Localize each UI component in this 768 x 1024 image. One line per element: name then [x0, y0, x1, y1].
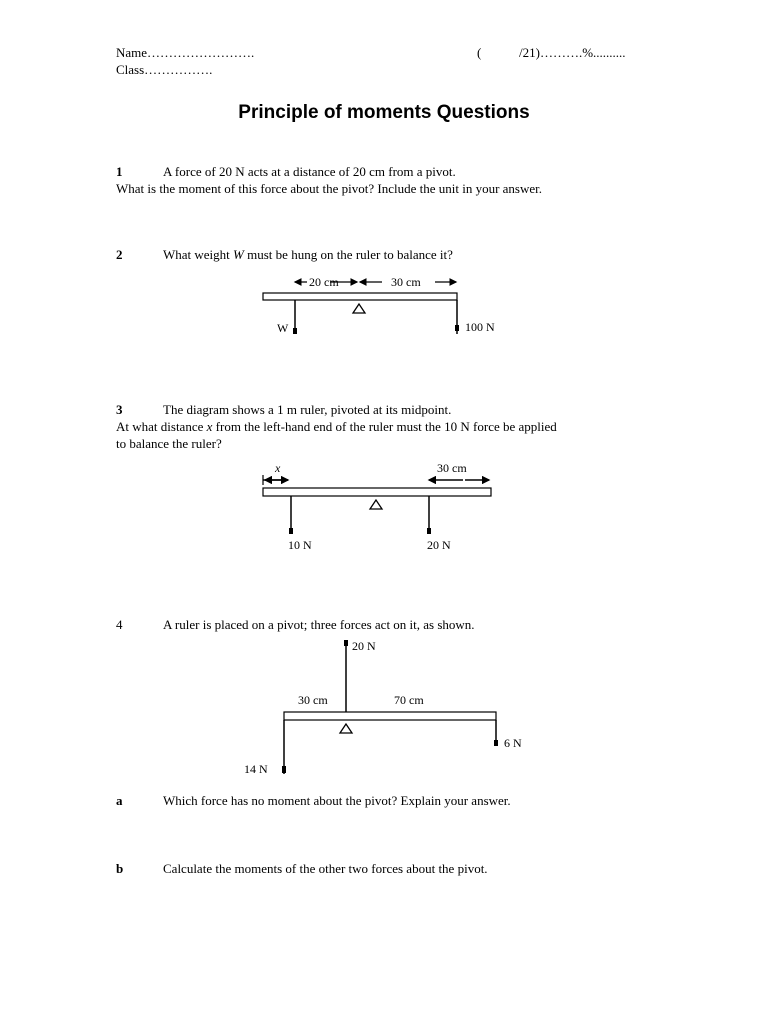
question-2-text-before: What weight — [163, 247, 234, 262]
question-2-variable: W — [233, 247, 244, 262]
q2-dist-right: 30 cm — [391, 275, 421, 289]
q4-force-left-tip — [282, 766, 286, 773]
question-3-line-1: The diagram shows a 1 m ruler, pivoted at its midpoint. — [163, 402, 452, 417]
q4-dist-right: 70 cm — [394, 693, 424, 707]
q3-ruler — [263, 488, 491, 496]
q3-force-left-label: 10 N — [288, 538, 312, 552]
q3-pivot — [370, 500, 382, 509]
q3-dist-right: 30 cm — [437, 461, 467, 475]
question-4b-text: Calculate the moments of the other two forces about the pivot. — [163, 861, 488, 876]
name-line: Name……………………. — [116, 45, 255, 60]
q4-pivot — [340, 724, 352, 733]
q4-ruler — [284, 712, 496, 720]
q4-force-top-tip — [344, 640, 348, 646]
question-3-line-2-after: from the left-hand end of the ruler must the 10 N force be applied — [212, 419, 557, 434]
question-3-diagram — [255, 458, 500, 554]
q4-dist-left: 30 cm — [298, 693, 328, 707]
question-4-number: 4 — [116, 617, 123, 632]
question-4-diagram — [240, 636, 530, 778]
question-4b-label: b — [116, 861, 124, 876]
question-2-number: 2 — [116, 247, 123, 262]
q4-force-top-label: 20 N — [352, 639, 376, 653]
q3-force-right-label: 20 N — [427, 538, 451, 552]
question-4-line-1: A ruler is placed on a pivot; three forces act on it, as shown. — [163, 617, 475, 632]
question-3-number: 3 — [116, 402, 123, 417]
q2-force-left-label: W — [277, 321, 289, 335]
question-2-text — [163, 246, 453, 263]
question-1-line-1: A force of 20 N acts at a distance of 20 cm from a pivot. — [163, 164, 456, 179]
q2-force-right-label: 100 N — [465, 320, 495, 334]
question-1-number: 1 — [116, 164, 123, 179]
question-3-line-3: to balance the ruler? — [116, 436, 222, 451]
score-line: /21)……….%.......... — [519, 45, 626, 60]
q3-force-right-tip — [427, 528, 431, 534]
class-line: Class……………. — [116, 62, 213, 77]
question-2-text-after: must be hung on the ruler to balance it? — [243, 247, 453, 262]
q2-ruler — [263, 293, 457, 300]
q4-force-right-tip — [494, 740, 498, 746]
question-1-line-2: What is the moment of this force about the pivot? Include the unit in your answer. — [116, 181, 543, 196]
q4-force-right-label: 6 N — [504, 736, 522, 750]
score-open-paren: ( — [477, 45, 482, 60]
question-2-diagram — [255, 268, 515, 340]
question-3-variable: x — [206, 419, 213, 434]
q3-force-left-tip — [289, 528, 293, 534]
q2-pivot — [353, 304, 365, 313]
question-3-line-2-before: At what distance — [116, 419, 207, 434]
question-3-line-2 — [116, 418, 557, 435]
q2-force-right-tip — [455, 325, 459, 331]
question-4a-label: a — [116, 793, 123, 808]
page-title: Principle of moments Questions — [238, 102, 530, 123]
q4-force-left-label: 14 N — [244, 762, 268, 776]
q2-force-left-tip — [293, 328, 297, 334]
q2-dist-left: 20 cm — [309, 275, 339, 289]
q3-dist-left: x — [275, 461, 281, 475]
question-4a-text: Which force has no moment about the pivot? Explain your answer. — [163, 793, 511, 808]
